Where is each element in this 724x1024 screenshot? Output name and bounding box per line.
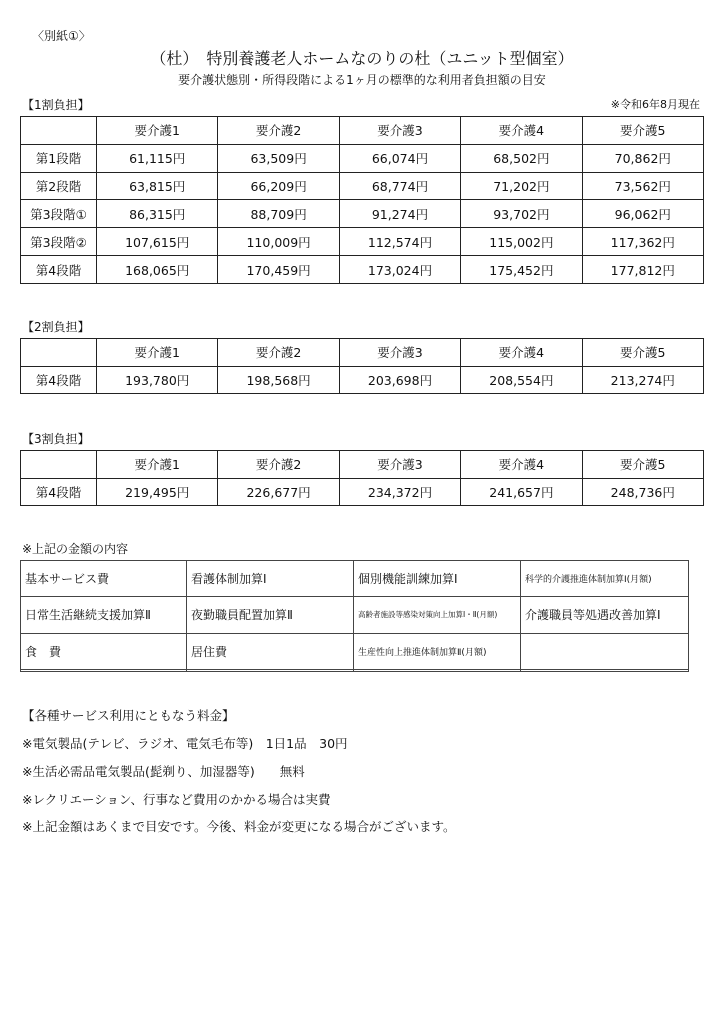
amount-cell: 234,372円: [339, 478, 460, 506]
header-cell: 要介護3: [339, 451, 460, 479]
cost-table-10pct: [20, 116, 704, 284]
amount-cell: 107,615円: [97, 228, 218, 256]
fees-heading: 【各種サービス利用にともなう料金】: [22, 708, 235, 723]
amount-cell: 226,677円: [218, 478, 339, 506]
row-label: 第2段階: [21, 172, 97, 200]
table-row: [21, 366, 704, 394]
amount-cell: 70,862円: [582, 144, 703, 172]
fee-line: ※電気製品(テレビ、ラジオ、電気毛布等) 1日1品 30円: [22, 736, 348, 751]
amount-cell: 170,459円: [218, 256, 339, 284]
header-cell: 要介護3: [339, 339, 460, 367]
row-label: 第4段階: [21, 256, 97, 284]
breakdown-item: [521, 633, 689, 669]
breakdown-item: [187, 669, 354, 671]
row-label: 第4段階: [21, 366, 97, 394]
breakdown-item: 科学的介護推進体制加算Ⅰ(月額): [521, 561, 689, 597]
amount-cell: 96,062円: [582, 200, 703, 228]
row-label: 第3段階①: [21, 200, 97, 228]
amount-cell: 241,657円: [461, 478, 582, 506]
breakdown-item: 居住費: [187, 633, 354, 669]
amount-cell: 66,074円: [339, 144, 460, 172]
amount-cell: 91,274円: [339, 200, 460, 228]
breakdown-row: [21, 633, 689, 669]
breakdown-item: [521, 669, 689, 671]
row-label: 第4段階: [21, 478, 97, 506]
amount-cell: 61,115円: [97, 144, 218, 172]
header-cell: 要介護2: [218, 117, 339, 145]
breakdown-heading: ※上記の金額の内容: [22, 542, 129, 556]
header-cell: 要介護4: [461, 451, 582, 479]
amount-cell: 248,736円: [582, 478, 703, 506]
annex-label: 〈別紙①〉: [32, 29, 91, 43]
header-cell: 要介護4: [461, 339, 582, 367]
breakdown-item: 食 費: [21, 633, 187, 669]
breakdown-item: 夜勤職員配置加算Ⅱ: [187, 597, 354, 633]
section2-heading: 【2割負担】: [22, 320, 90, 334]
breakdown-item: [354, 669, 521, 671]
section1-heading: 【1割負担】: [22, 98, 90, 112]
fee-line: ※上記金額はあくまで目安です。今後、料金が変更になる場合がございます。: [22, 819, 456, 834]
breakdown-item: 個別機能訓練加算Ⅰ: [354, 561, 521, 597]
header-cell: 要介護5: [582, 451, 703, 479]
amount-cell: 88,709円: [218, 200, 339, 228]
table-header-row: [21, 451, 704, 479]
amount-cell: 173,024円: [339, 256, 460, 284]
amount-cell: 203,698円: [339, 366, 460, 394]
amount-cell: 66,209円: [218, 172, 339, 200]
breakdown-item: 看護体制加算Ⅰ: [187, 561, 354, 597]
amount-cell: 93,702円: [461, 200, 582, 228]
cost-table-20pct: [20, 338, 704, 394]
header-cell: 要介護1: [97, 339, 218, 367]
fee-line: ※レクリエーション、行事など費用のかかる場合は実費: [22, 792, 331, 807]
header-cell: 要介護2: [218, 339, 339, 367]
table-row: [21, 144, 704, 172]
fee-line: ※生活必需品電気製品(髭剃り、加湿器等) 無料: [22, 764, 305, 779]
table-header-row: [21, 339, 704, 367]
amount-cell: 213,274円: [582, 366, 703, 394]
breakdown-row: [21, 561, 689, 597]
breakdown-item: 基本サービス費: [21, 561, 187, 597]
breakdown-row: [21, 669, 689, 671]
header-cell: 要介護5: [582, 117, 703, 145]
amount-cell: 168,065円: [97, 256, 218, 284]
breakdown-item: 日常生活継続支援加算Ⅱ: [21, 597, 187, 633]
amount-cell: 110,009円: [218, 228, 339, 256]
corner-cell: [21, 451, 97, 479]
amount-cell: 63,815円: [97, 172, 218, 200]
amount-cell: 68,774円: [339, 172, 460, 200]
table-row: [21, 172, 704, 200]
header-cell: 要介護3: [339, 117, 460, 145]
section3-heading: 【3割負担】: [22, 432, 90, 446]
corner-cell: [21, 117, 97, 145]
breakdown-item: 介護職員等処遇改善加算Ⅰ: [521, 597, 689, 633]
breakdown-item: [21, 669, 187, 671]
table-row: [21, 200, 704, 228]
document-subtitle: 要介護状態別・所得段階による1ヶ月の標準的な利用者負担額の目安: [178, 73, 546, 87]
amount-cell: 193,780円: [97, 366, 218, 394]
header-cell: 要介護1: [97, 451, 218, 479]
amount-cell: 117,362円: [582, 228, 703, 256]
as-of-date: ※令和6年8月現在: [610, 98, 700, 111]
table-header-row: [21, 117, 704, 145]
breakdown-item: 生産性向上推進体制加算Ⅱ(月額): [354, 633, 521, 669]
amount-cell: 73,562円: [582, 172, 703, 200]
table-row: [21, 256, 704, 284]
amount-cell: 177,812円: [582, 256, 703, 284]
breakdown-row: [21, 597, 689, 633]
amount-cell: 208,554円: [461, 366, 582, 394]
breakdown-table: [20, 560, 689, 672]
amount-cell: 198,568円: [218, 366, 339, 394]
amount-cell: 175,452円: [461, 256, 582, 284]
corner-cell: [21, 339, 97, 367]
breakdown-item: 高齢者施設等感染対策向上加算Ⅰ・Ⅱ(月額): [354, 597, 521, 633]
cost-table-30pct: [20, 450, 704, 506]
row-label: 第1段階: [21, 144, 97, 172]
amount-cell: 112,574円: [339, 228, 460, 256]
amount-cell: 115,002円: [461, 228, 582, 256]
amount-cell: 86,315円: [97, 200, 218, 228]
header-cell: 要介護1: [97, 117, 218, 145]
header-cell: 要介護5: [582, 339, 703, 367]
header-cell: 要介護2: [218, 451, 339, 479]
amount-cell: 68,502円: [461, 144, 582, 172]
row-label: 第3段階②: [21, 228, 97, 256]
amount-cell: 71,202円: [461, 172, 582, 200]
table-row: [21, 228, 704, 256]
amount-cell: 63,509円: [218, 144, 339, 172]
table-row: [21, 478, 704, 506]
amount-cell: 219,495円: [97, 478, 218, 506]
header-cell: 要介護4: [461, 117, 582, 145]
document-title: （杜） 特別養護老人ホームなのりの杜（ユニット型個室）: [150, 49, 574, 68]
